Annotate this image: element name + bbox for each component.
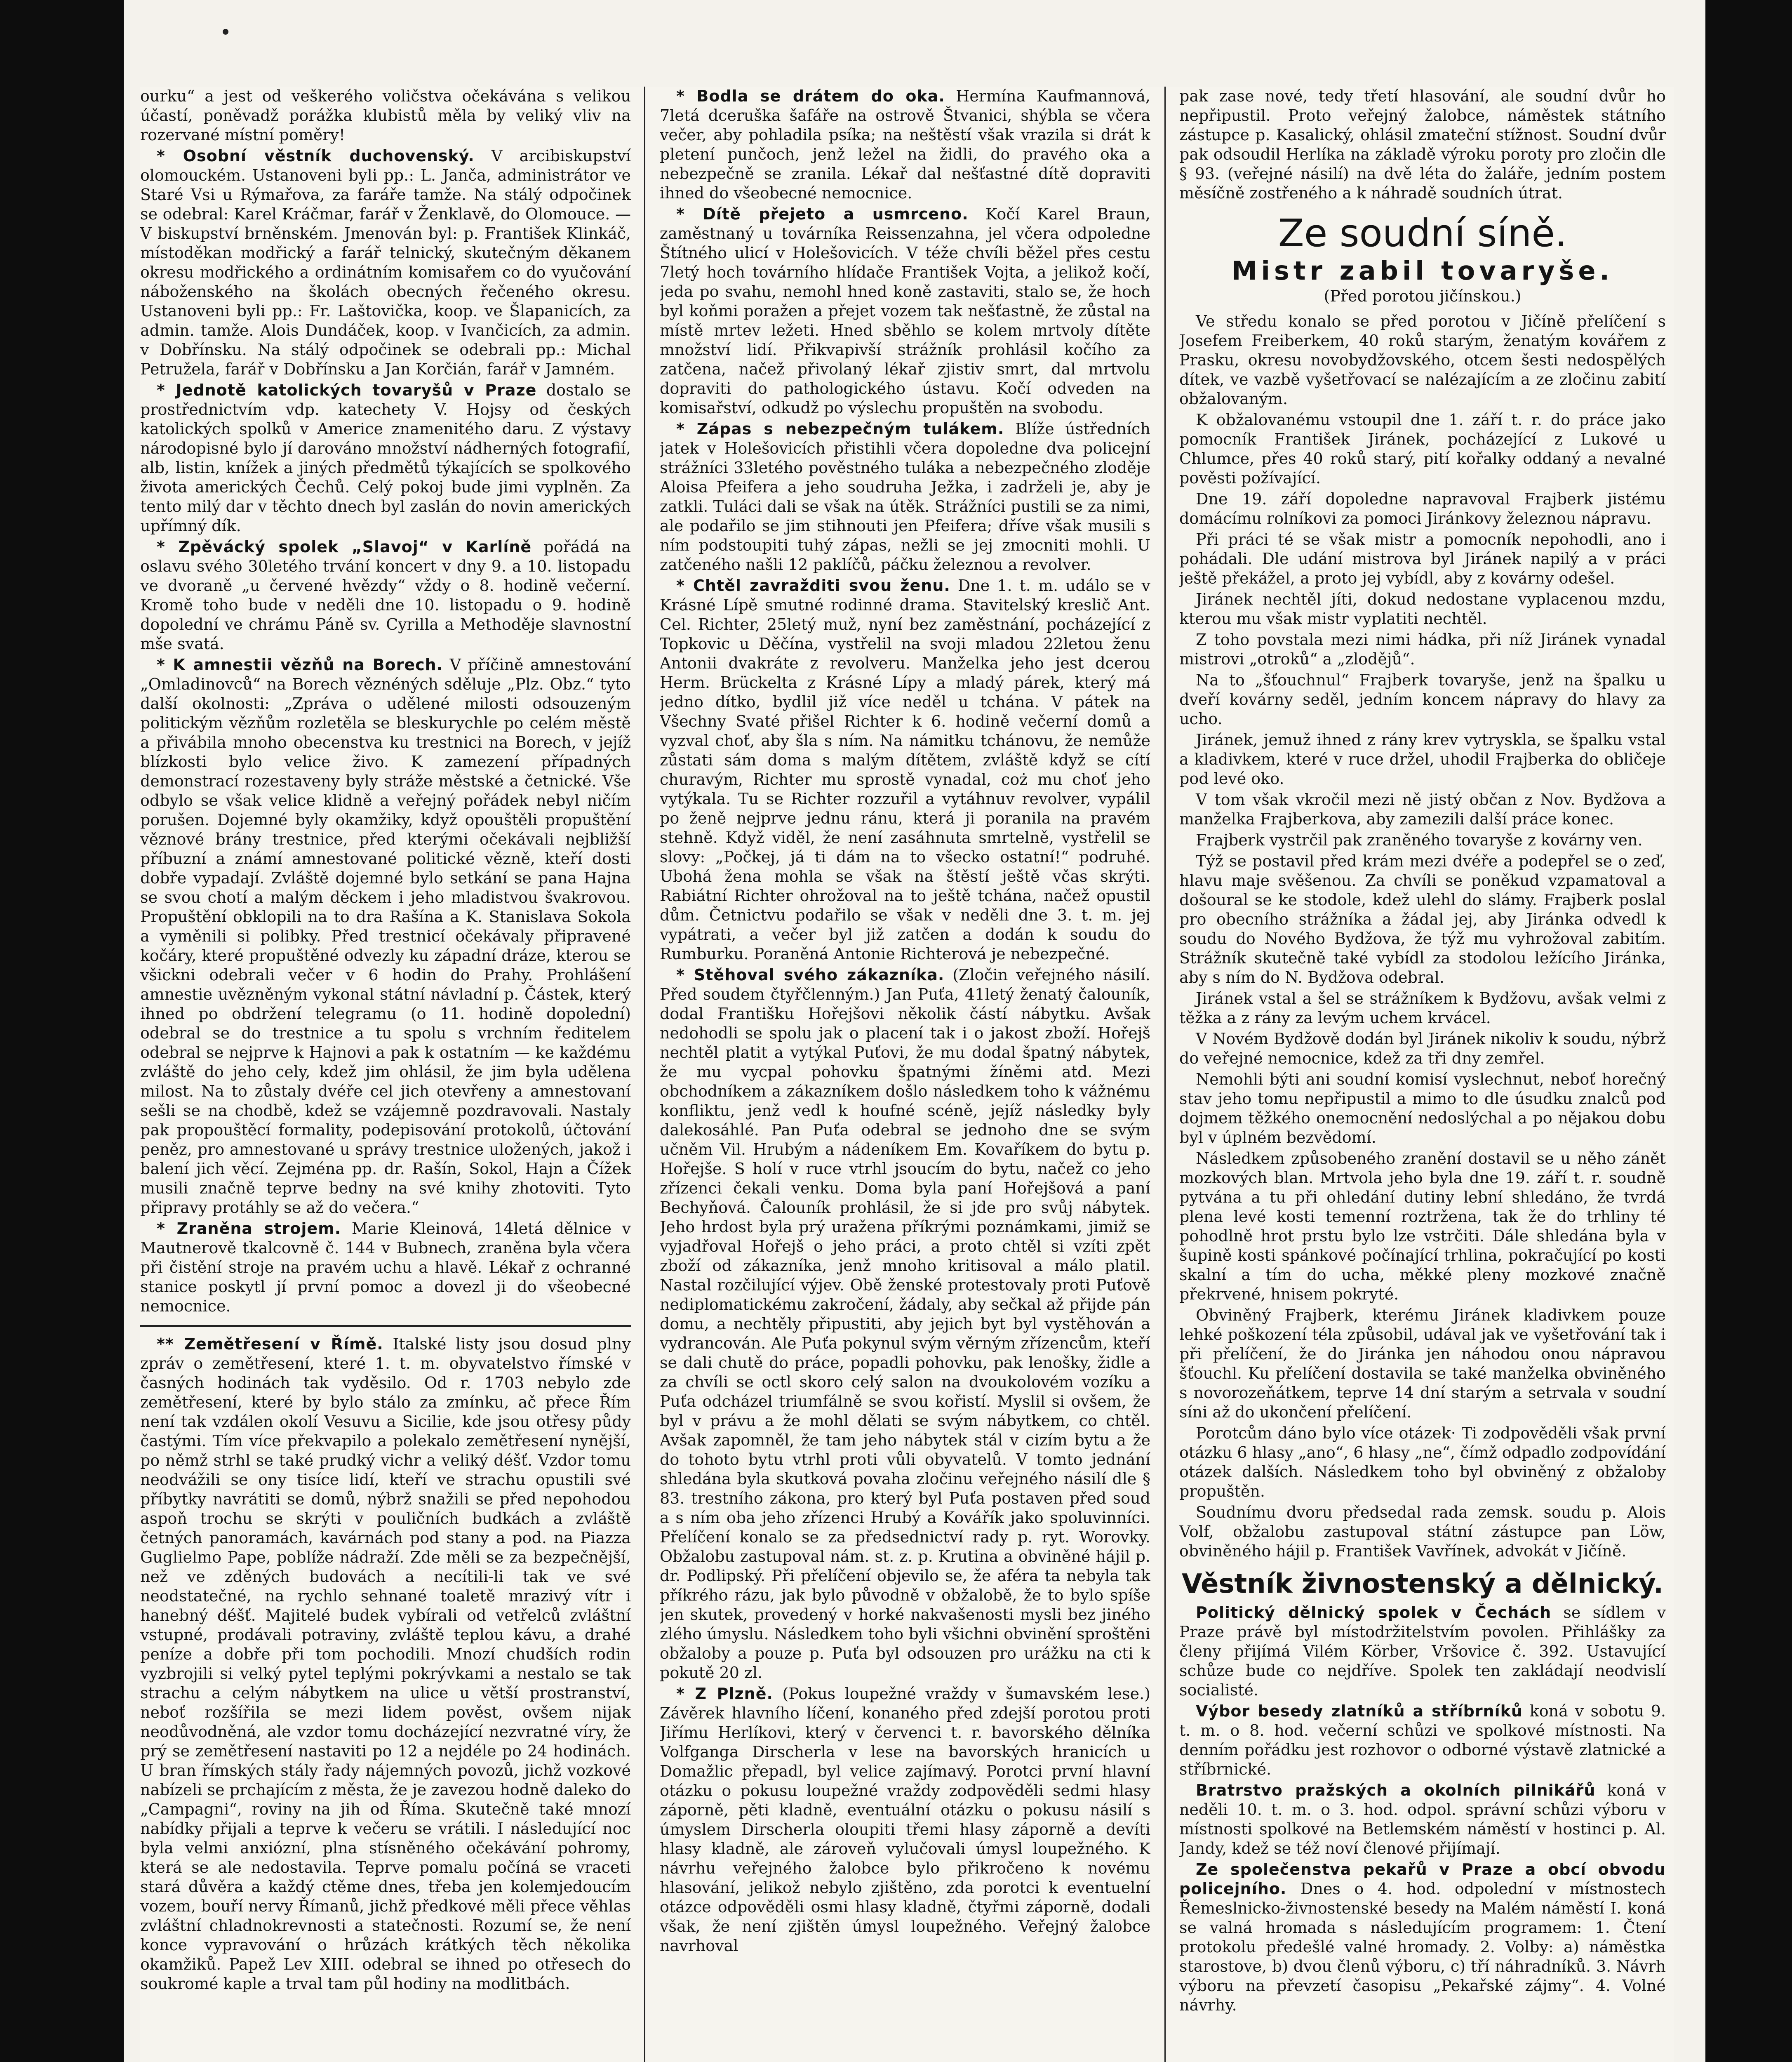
article-headline: ** Zemětřesení v Římě. <box>157 1335 383 1353</box>
article-headline: * Zpěvácký spolek „Slavoj“ v Karlíně <box>157 538 532 556</box>
paragraph: Z toho povstala mezi nimi hádka, při níž Jiránek vynadal mistrovi „otroků“ a „zlodějů“. <box>1179 631 1666 668</box>
paragraph: Frajberk vystrčil pak zraněného tovaryše z kovárny ven. <box>1196 831 1643 849</box>
paragraph: Při práci té se však mistr a pomocník nepohodli, ano i pohádali. Dle udání mistrova byl Jiránek napilý a v práci ještě překážel, a proto jej vybídl, aby z kovárny odešel. <box>1179 530 1666 587</box>
article-zranena <box>140 1219 631 1316</box>
article-title: Mistr zabil tovaryše. <box>1231 256 1614 286</box>
article-politicky-spolek <box>1179 1603 1666 1700</box>
article-body: V příčině amnestování „Omladinovců“ na Borech věznéných sděluje „Plz. Obz.“ tyto další okolnosti: „Zpráva o udělené milosti odsouzeným politickým vězňům rozletěla se bleskurychle po celém městě a přivábila mnoho obecenstva ku trestnici na Borech, v jejíž blízkosti bylo velice živo. K zamezení případných demonstrací rozestaveny byly stráže městské a četnické. Vše odbylo se však velice klidně a veřejný pořádek nebyl ničím porušen. Dojemné byly okamžiky, když opouštěli propuštění věznové brány trestnice, před kterými očekávali nejbližší příbuzní a známí amnestované politické vězně, kteří dosti dobře vypadají. Zvláště dojemné bylo setkání se pana Hajna se svou chotí a malým děckem i jeho mladistvou švakrovou. Propuštění obklopili na to dra Rašína a K. Stanislava Sokola a vyměnili si polibky. Před trestnicí očekávaly připravené kočáry, které propuštěné odvezly ku západní dráze, kterou se všickni odebrali večer v 6 hodin do Prahy. Prohlášení amnestie uvězněným vykonal státní návladní p. Částek, který ihned po obdržení telegramu (o 11. hodině dopolední) odebral se do trestnice a tu spolu s vrchním ředitelem odebral se nejprve k Hajnovi a pak k ostatním — ke každému zvláště do jeho cely, kdež jim ohlásil, že jim byla udělena milost. Na to zůstaly dvéře cel jich otevřeny a amnestovaní sešli se na chodbě, kdež se vzájemně pozdravovali. Nastaly pak propouštěcí formality, podepisování protokolů, účtování peněz, pro amnestované u správy trestnice uložených, jakož i balení jich věcí. Zejména pp. dr. Rašín, Sokol, Hajn a Čížek musili značně teprve bedny na své knihy zhotoviti. Tyto připravy protáhly se až do večera.“ <box>140 656 631 1217</box>
paragraph: Jiránek vstal a šel se strážníkem k Bydžovu, avšak velmi z těžka a z rány za levým uchem krvácel. <box>1179 989 1666 1027</box>
paragraph: K obžalovanému vstoupil dne 1. září t. r. do práce jako pomocník František Jiránek, pocházející z Lukové u Chlumce, přes 40 roků starý, pití kořalky oddaný a nevalné pověsti požívající. <box>1179 411 1666 487</box>
scan-speck <box>223 29 228 35</box>
article-body: koná v neděli 10. t. m. o 3. hod. odpol. správní schůzi výboru v místnosti spolkové na Betlemském náměstí v hostinci p. Al. Jandy, kdež se též noví členové přijímají. <box>1179 1781 1666 1857</box>
article-duchovensky <box>140 146 631 379</box>
column-1 <box>140 87 631 2062</box>
article-body: Hermína Kaufmannová, 7letá dceruška šafáře na ostrově Štvanici, shýbla se včera večer, aby pohladila psíka; na neštěstí však vrazila si drát k pletení punčoch, jenž ležel na židli, do pravého oka a nebezpečně se zranila. Lékař dal nešťastné dítě dopraviti ihned do všeobecné nemocnice. <box>660 87 1150 202</box>
article-zlatnici <box>1179 1702 1666 1779</box>
article-amnestie <box>140 655 631 1217</box>
article-headline: * Z Plzně. <box>676 1685 773 1703</box>
article-headline: * Zápas s nebezpečným tulákem. <box>676 420 1004 438</box>
column-rule <box>1164 87 1166 2062</box>
article-body: se sídlem v Praze právě byl místodržitelstvím povolen. Přihlášky za členy přijímá Vilém Körber, Vršovice č. 392. Ustavující schůze bude co nejdříve. Spolek ten zakládají neodvislí socialisté. <box>1179 1603 1666 1699</box>
article-headline: * Stěhoval svého zákazníka. <box>676 966 945 984</box>
article-headline: * Jednotě katolických tovaryšů v Praze <box>157 381 537 399</box>
article-zemetreseni <box>140 1335 631 1994</box>
article-body: pořádá na oslavu svého 30letého trvání koncert v dny 9. a 10. listopadu ve dvoraně „u červené hvězdy“ vždy o 8. hodině večerní. Kromě toho bude v neděli dne 10. listopadu o 9. hodině dopolední ve chrámu Páně sv. Cyrilla a Methoděje slavnostní mše svatá. <box>140 538 631 653</box>
article-zapas <box>660 419 1150 574</box>
paragraph: V Novém Bydžově dodán byl Jiránek nikoliv k soudu, nýbrž do veřejné nemocnice, kdež za tři dny zemřel. <box>1179 1030 1666 1067</box>
section-divider <box>140 1325 631 1327</box>
paragraph: Nemohli býti ani soudní komisí vyslechnut, neboť horečný stav jeho tomu nepřipustil a mimo to dle úsudku znalců pod dojmem těžkého onemocnění nedoslýchal a po nějakou dobu byl v úplném bezvědomí. <box>1179 1070 1666 1146</box>
article-pekari <box>1179 1860 1666 2015</box>
section-title: Věstník živnostenský a dělnický. <box>1182 1569 1663 1599</box>
article-headline: * Chtěl zavražditi svou ženu. <box>676 577 950 595</box>
paragraph: Jiránek nechtěl jíti, dokud nedostane vyplacenou mzdu, kterou mu však mistr vyplatiti nechtěl. <box>1179 590 1666 628</box>
paragraph: Ve středu konalo se před porotou v Jičíně přelíčení s Josefem Freiberkem, 40 roků starým, ženatým kovářem z Prasku, okresu novobydžovského, otcem šesti nedospělých dítek, ve vazbě vyšetřovací se nalézajícím a ze zločinu zabití obžalovaným. <box>1179 312 1666 408</box>
article-continuation: ourku“ a jest od veškerého voličstva očekávána s velikou účastí, poněvadž porážka klubistů měla by veliký vliv na rozervané místní poměry! <box>140 87 631 144</box>
article-headline: * Dítě přejeto a usmrceno. <box>676 205 969 223</box>
article-headline: Výbor besedy zlatníků a stříbrníků <box>1196 1702 1523 1720</box>
article-body: Italské listy jsou dosud plny zpráv o zemětřesení, které 1. t. m. obyvatelstvo římské v časných hodinách tak vyděsilo. Od r. 1703 nebylo zde zemětřesení, které by bylo stálo za zmínku, ač přece Řím není tak vzdálen okolí Vesuvu a Sicilie, kde jsou otřesy půdy častými. Tím více překvapilo a polekalo zemětřesení nynější, po němž strhl se také prudký vichr a veliký déšť. Vzdor tomu neodvážili se ony tisíce lidí, kteří ve strachu opustili své příbytky navrátiti se domů, nýbrž snažili se před nepohodou aspoň trochu se skrýti v pouličních budkách a zvláště četných panoramách, kavárnách pod stany a pod. na Piazza Guglielmo Pape, poblíže nádraží. Zde měli se za bezpečnější, než ve zděných budovách a necítili-li tak ve své neodstatečné, na rychlo sehnané toaletě mrazivý vítr i hanebný déšť. Majitelé budek vybírali od vetřelců zvláštní vstupné, prodávali potraviny, zvláště teplou kávu, a drahé peníze a dobře při tom pochodili. Mnozí chudších rodin vyzbrojili si velký pytel teplými pokrývkami a nestalo se tak strachu a celým nábytkem na ulice u větší prostranství, neboť rozšířila se mezi lidem pověst, ovšem nijak neodůvodněná, ale vzdor tomu docházející nezvratné víry, že prý se zemětřesení nastaviti po 12 a nejdéle po 24 hodinách. U bran římských stály řady nájemných povozů, jichž vozkové nabízeli se prchajícím z města, že je zavezou hodně daleko do „Campagni“, roviny na jih od Říma. Skutečně také mnozí nabídky přijali a teprve k večeru se vrátili. I následující noc byla velmi anxiózní, plna stísněného očekávání pohromy, která se ale nedostavila. Teprve pomalu počíná se vraceti stará důvěra a každý ctěme dnes, třeba jen kolemjedoucím vozem, bouří nervy Římanů, jichž předkové měli přece věhlas zvláštní chladnokrevnosti a statečnosti. Rozumí se, že není konce vypravování o hrůzách krátkých těch několika okamžiků. Papež Lev XIII. odebral se ihned po otřesech do soukromé kaple a trval tam půl hodiny na modlitbách. <box>140 1335 631 1993</box>
article-chtel <box>660 576 1150 964</box>
paragraph: Následkem způsobeného zranění dostavil se u něho zánět mozkových blan. Mrtvola jeho byla dne 19. září t. r. soudně pytvána a tu při ohledání dutiny lební shledáno, že tvrdá plena levé kosti temenní roztržena, tak že do trhliny té pohodlně hrot prstu bylo lze vstrčiti. Dále shledána byla v šupině kosti spánkové počínající trhlina, pokračující po kosti skalní a tím do ucha, měkké pleny mozkové značně překrvené, hnisem pokryté. <box>1179 1149 1666 1303</box>
paragraph: Soudnímu dvoru předsedal rada zemsk. soudu p. Alois Volf, obžalobu zastupoval státní zástupce pan Löw, obviněného hájil p. František Vavřínek, advokát v Jičíně. <box>1179 1503 1666 1560</box>
article-headline: * Osobní věstník duchovenský. <box>157 147 475 165</box>
paragraph: Týž se postavil před krám mezi dvéře a podepřel se o zeď, hlavu maje svěšenou. Za chvíli se poněkud vzpamatoval a došoural se ke stodole, kdež ulehl do slámy. Frajberk poslal pro obecního strážníka a žádal jej, aby Jiránka odvedl k soudu do Nového Bydžova, že týž mu vyhrožoval zabitím. Strážník skutečně také vybídl za stodolou ležícího Jiránka, aby s ním do N. Bydžova odebral. <box>1179 852 1666 986</box>
article-body: (Pokus loupežné vraždy v šumavském lese.) Závěrek hlavního líčení, konaného před zdejší porotou proti Jiřímu Herlíkovi, který v červenci t. r. bavorského dělníka Volfganga Dirscherla v lese na bavorských hranicích u Domažlic přepadl, byl velice zajímavý. Porotci první hlavní otázku o pokusu loupežné vraždy zodpověděli sedmi hlasy záporně, pěti kladně, eventuální otázku o pokusu násilí s úmyslem Dirscherla oloupiti třemi hlasy záporně a devíti hlasy kladně, ale zároveň vylučovali úmysl loupežného. K návrhu veřejného žalobce bylo přikročeno k novému hlasování, jelikož nebylo zjištěno, zda porotci k eventuelní otázce odpověděli osmi hlasy kladně, čtyřmi záporně, dodali však, že není zjištěn úmysl loupežného. Veřejný žalobce navrhoval <box>660 1685 1150 1955</box>
article-slavoj <box>140 537 631 654</box>
article-continuation: pak zase nové, tedy třetí hlasování, ale soudní dvůr ho nepřipustil. Proto veřejný žalobce, náměstek státního zástupce p. Kasalický, ohlásil zmateční stížnost. Soudní dvůr pak odsoudil Herlíka na základě výroku poroty pro zločin dle § 93. (veřejné násilí) na dvě léta do žaláře, jedním postem měsíčně zostřeného a k náhradě soudních útrat. <box>1179 87 1666 202</box>
paragraph: Dne 19. září dopoledne napravoval Frajberk jistému domácímu rolníkovi za pomoci Jiránkovy železnou nápravu. <box>1179 490 1666 527</box>
article-bodla <box>660 87 1150 203</box>
paragraph: Jiránek, jemuž ihned z rány krev vytryskla, se špalku vstal a kladivkem, které v ruce držel, uhodil Frajberka do obličeje pod levé oko. <box>1179 731 1666 788</box>
article-plzen <box>660 1684 1150 1956</box>
article-body: koná v sobotu 9. t. m. o 8. hod. večerní schůzi ve spolkové místnosti. Na denním pořádku jest rozhovor o odborné výstavě zlatnické a stříbrnické. <box>1179 1702 1666 1778</box>
article-body: Dnes o 4. hod. odpolední v místnostech Řemeslnicko-živnostenské besedy na Malém náměstí I. koná se valná hromada s následujícím programem: 1. Čtení protokolu předešlé valné hromady. 2. Volby: a) náměstka starostove, b) dvou členů výboru, c) tří náhradníků. 3. Návrh výboru na převzetí časopisu „Pekařské zájmy“. 4. Volné návrhy. <box>1179 1880 1666 2014</box>
article-headline: Ze společenstva pekařů v Praze a obcí obvodu policejního. <box>1179 1860 1666 1898</box>
paragraph: Obviněný Frajberk, kterému Jiránek kladivkem pouze lehké poškození téla způsobil, udával jak ve vyšetřování tak i při přelíčení, že do Jiránka jen náhodou onou nápravou šťouchl. Ku přelíčení dostavila se také manželka obviněného s novorozeňátkem, teprve 14 dní starým a setrvala v soudní síni až do ukončení přelíčení. <box>1179 1306 1666 1421</box>
newspaper-page <box>140 87 1674 2062</box>
article-headline: Bratrstvo pražských a okolních pilnikářů <box>1196 1781 1596 1799</box>
article-body: Dne 1. t. m. událo se v Krásné Lípě smutné rodinné drama. Stavitelský kreslič Ant. Cel. Richter, 25letý muž, nyní bez zaměstnání, pocházející z Topkovic u Děčína, vystřelil na svoji mladou 22letou ženu Antonii dvakráte z revolveru. Manželka jeho jest dcerou Herm. Brückelta z Krásné Lípy a mladý párek, který má jedno dítko, bydlil již více neděl u tchána. V pátek na Všechny Svaté přišel Richter k 6. hodině večerní domů a vyzval choť, aby šla s ním. Na námitku tchánovu, že nemůže zůstati sám doma s malým dítětem, zvláště když se cítí churavým, Richter mu sprostě vynadal, coż mu choť jeho vytýkala. Tu se Richter rozzuřil a vytáhnuv revolver, vypálil po ženě nejprve jednu ránu, která ji poranila na pravém stehně. Když viděl, že není zasáhnuta smrtelně, vystřelil se slovy: „Počkej, já ti dám na to všecko ostatní!“ podruhé. Ubohá žena mohla se však na štěstí ještě včas skrýti. Rabiátní Richter ohrožoval na to ještě tchána, načež opustil dům. Četnictvu podařilo se však v neděli dne 3. t. m. jej vypátrati, a večer byl již zatčen a dodán k soudu do Rumburku. Poraněná Antonie Richterová je nebezpečné. <box>660 577 1150 963</box>
article-note: (Před porotou jičínskou.) <box>1324 287 1522 305</box>
article-stehoval <box>660 965 1150 1683</box>
article-body: V arcibiskupství olomouckém. Ustanoveni byli pp.: L. Janča, administrátor ve Staré Vsi u Rýmařova, za faráře tamže. Na stálý odpočinek se odebral: Karel Kráčmar, farář v Ženklavě, do Olomouce. — V biskupství brněnském. Jmenován byl: p. František Klinkáč, místoděkan modřický a farář telnický, skutečným děkanem okresu modřického a ordinátním komisařem co do vyučování náboženského na školách obecných řečeného okresu. Ustanoveni byli pp.: Fr. Laštovička, koop. ve Šlapanicích, za admin. tamže. Alois Dundáček, koop. v Ivančicích, za admin. v Dobřínsku. Na stálý odpočinek se odebrali pp.: Michal Petruželа, farář v Dobřínsku a Jan Korčián, farář v Jamném. <box>140 147 631 378</box>
article-pilnikari <box>1179 1781 1666 1858</box>
article-body: Kočí Karel Braun, zaměstnaný u továrníka Reissenzahna, jel včera odpoledne Štítného ulicí v Holešovicích. V téže chvíli běžel přes cestu 7letý hoch továrního hlídače František Vojta, a jelikož kočí, jeda po svahu, nemohl hned koně zastaviti, stalo se, že hoch byl koňmi poražen a přejet vozem tak nešťastně, že zůstal na místě mrtev ležeti. Hned sběhlo se kolem mrtvoly dítěte množství lidí. Přikvapivší strážník prohlásil kočího za zatčena, načež přivolaný lékař zjistiv smrt, dal mrtvolu dopraviti do pathologického ústavu. Kočí odveden na komisařství, odkudž po výslechu propuštěn na svobodu. <box>660 205 1150 417</box>
scan-border-left <box>0 0 124 2062</box>
paragraph: V tom však vkročil mezi ně jistý občan z Nov. Bydžova a manželka Frajberkova, aby zamezili další práce konec. <box>1179 791 1666 828</box>
paragraph: Na to „šťouchnul“ Frajberk tovaryše, jenž na špalku u dveří kovárny seděl, jedním koncem nápravy do hlavy za ucho. <box>1179 671 1666 728</box>
article-headline: * K amnestii vězňů na Borech. <box>157 656 443 674</box>
article-body: Blíže ústředních jatek v Holešovicích přistihli včera dopoledne dva policejní strážníci 33letého pověstného tuláka a nebezpečného zloděje Aloisa Pfeifera a jeho soudruha Ježka, i zadrželi je, aby je zatkli. Tuláci dali se však na útěk. Strážníci pustili se za nimi, ale podařilo se jim stihnouti jen Pfeifera; dříve však musili s ním podstoupiti tuhý zápas, nežli se jej zmocniti mohli. U zatčeného našli 12 paklíčů, páčku železnou a revolver. <box>660 420 1150 574</box>
column-2 <box>660 87 1150 2062</box>
article-headline: * Zraněna strojem. <box>157 1219 341 1238</box>
section-title: Ze soudní síně. <box>1278 211 1567 255</box>
paragraph: Porotcům dáno bylo více otázek· Ti zodpověděli však první otázku 6 hlasy „ano“, 6 hlasy „ne“, čímž odpadlo zodpovídání otázek dalších. Následkem toho byl obviněný z obžaloby propuštěn. <box>1179 1424 1666 1500</box>
article-jednota <box>140 381 631 536</box>
article-headline: * Bodla se drátem do oka. <box>676 87 945 105</box>
column-3 <box>1179 87 1666 2062</box>
scan-border-right <box>1705 0 1792 2062</box>
article-body: (Zločin veřejného násilí. Před soudem čtyřčlenným.) Jan Puťa, 41letý ženatý čalouník, dodal Františku Hořejšovi několik částí nábytku. Avšak nedohodli se spolu jak o placení tak i o jakost zboží. Hořejš nechtěl platit a vytýkal Puťovi, že mu dodal špatný nábytek, že mu vycpal pohovku špatnými žíněmi atd. Mezi obchodníkem a zákazníkem došlo následkem toho k vážnému konfliktu, jenž vedl k houfné scéně, jejíž následky byly dalekosáhlé. Pan Puťa odebral se jednoho dne se svým učněm Vil. Hrubým a nádeníkem Em. Kovaříkem do bytu p. Hořejše. S holí v ruce vtrhl jsoucím do bytu, načež co jeho zřízenci čekali venku. Doma byla paní Hořejšová a paní Bechyňová. Čalouník prohlásil, že si jde pro svůj nábytek. Jeho hrdost byla prý uražena příkrými poznámkami, jimiž se vyjadřoval Hořejš o jeho práci, a proto chtěl si vzíti zpět zboží od zákazníka, jenž mnoho kritisoval a málo platil. Nastal rozčilující výjev. Obě ženské protestovaly proti Puťově nediplomatickému zakročení, žádaly, aby sečkal až přijde pán domu, a nechtěly připustiti, aby jejich byt byl vystěhován a vydrancován. Ale Puťa pokynul svým věrným zřízencům, kteří se dali chutě do práce, popadli pohovku, pak lenošky, židle a za chvíli se octl skoro celý salon na dvoukolovém vozíku a Puťa odcházel triumfálně se svou kořistí. Myslil si ovšem, že byl v právu a že mohl dělati se svým nábytkem, co chtěl. Avšak zapomněl, že tam jeho nábytek stál v cizím bytu a že do tohoto bytu vtrhl proti vůli obyvatelů. V tomto jednání shledána byla skutková povaha zločinu veřejného násilí dle § 83. trestního zákona, pro který byl Puťa postaven před soud a s ním oba jeho zřízenci Hrubý a Kovářík jako spoluvinníci. Přelíčení konalo se za předsednictví rady p. ryt. Worovky. Obžalobu zastupoval nám. st. z. p. Krutina a obviněné hájil p. dr. Podlipský. Při přelíčení objevilo se, že aféra ta nebyla tak příkrého rázu, jak bylo původně v obžalobě, že to bylo spíše jen skutek, provedený v horké nakvašenosti mysli bez jiného zlého úmyslu. Následkem toho byli všichni obvinění sproštěni obžaloby a pouze p. Puťa byl odsouzen pro urážku na cti k pokutě 20 zl. <box>660 966 1150 1682</box>
article-body: dostalo se prostřednictvím vdp. katechety V. Hojsy od českých katolických spolků v Americe znamenitého daru. Z výstavy národopisné bylo jí darováno množství nádherných fotografií, alb, listin, knížek a jiných předmětů týkajících se spolkového života amerických Čechů. Celý pokoj bude jimi vyplněn. Za tento milý dar v těchto dnech byl zaslán do novin amerických upřímný dík. <box>140 381 631 535</box>
column-rule <box>644 87 645 2062</box>
article-dite <box>660 205 1150 418</box>
article-headline: Politický dělnický spolek v Čechách <box>1196 1603 1552 1622</box>
article-body: Marie Kleinová, 14letá dělnice v Mautnerově tkalcovně č. 144 v Bubnech, zraněna byla včera při čistění stroje na pravém uchu a hlavě. Lékař z ochranné stanice poskytl jí první pomoc a dovezl ji do všeobecné nemocnice. <box>140 1219 631 1315</box>
